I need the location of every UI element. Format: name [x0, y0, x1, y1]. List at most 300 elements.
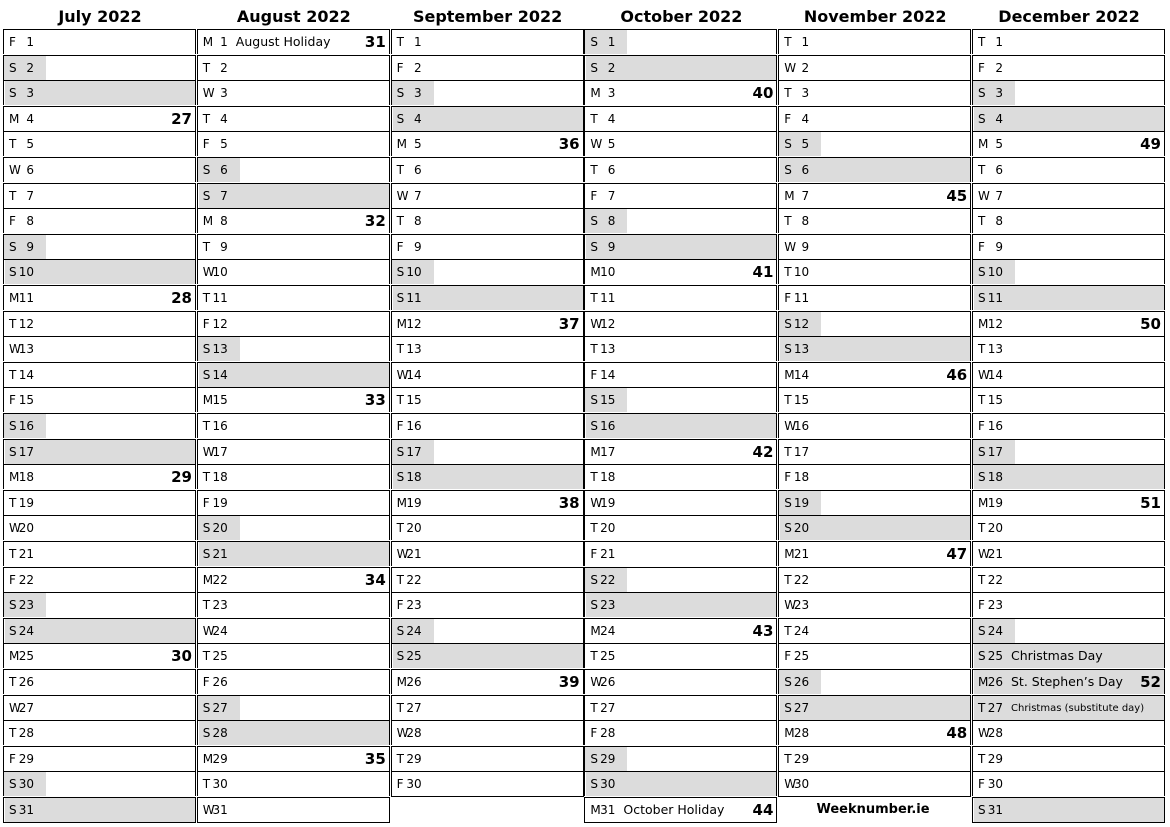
- day-row[interactable]: [3, 695, 196, 720]
- day-row[interactable]: [584, 259, 777, 284]
- day-row[interactable]: [197, 515, 390, 540]
- day-row[interactable]: [778, 695, 971, 720]
- day-number: 3: [995, 86, 1003, 101]
- day-row[interactable]: [3, 55, 196, 80]
- day-row[interactable]: [197, 55, 390, 80]
- day-number: 5: [801, 137, 810, 152]
- day-row[interactable]: [972, 285, 1165, 310]
- day-row[interactable]: [3, 234, 196, 259]
- weekday-label: M: [590, 265, 601, 280]
- day-row[interactable]: [778, 669, 971, 694]
- day-number: 28: [406, 726, 422, 741]
- day-row[interactable]: [3, 80, 196, 105]
- day-row[interactable]: [391, 618, 584, 643]
- day-row[interactable]: [778, 259, 971, 284]
- day-row[interactable]: [778, 515, 971, 540]
- day-row[interactable]: [972, 208, 1165, 233]
- day-row[interactable]: [584, 669, 777, 694]
- day-row[interactable]: [778, 541, 971, 566]
- day-number: 9: [995, 239, 1003, 254]
- day-row[interactable]: [391, 131, 584, 156]
- weekday-label: S: [396, 111, 405, 126]
- day-row[interactable]: [391, 80, 584, 105]
- day-row[interactable]: [197, 157, 390, 182]
- day-row[interactable]: [3, 285, 196, 310]
- day-row[interactable]: [584, 80, 777, 105]
- day-number: 8: [413, 214, 422, 229]
- day-number: 3: [220, 86, 228, 101]
- day-row[interactable]: [778, 464, 971, 489]
- day-row[interactable]: [972, 183, 1165, 208]
- day-row[interactable]: [197, 797, 390, 823]
- day-row[interactable]: [972, 541, 1165, 566]
- day-row[interactable]: [584, 234, 777, 259]
- week-number: 48: [946, 724, 968, 743]
- weekday-label: F: [590, 188, 598, 203]
- month-column: [391, 0, 585, 827]
- day-number: 24: [600, 623, 616, 638]
- day-row[interactable]: [391, 157, 584, 182]
- weekday-label: M: [590, 623, 601, 638]
- day-row[interactable]: [3, 259, 196, 284]
- month-title: October 2022: [620, 7, 743, 26]
- day-number: 13: [406, 342, 422, 357]
- day-row[interactable]: [391, 746, 584, 771]
- day-row[interactable]: [584, 336, 777, 361]
- day-row[interactable]: [3, 311, 196, 336]
- day-row[interactable]: [391, 106, 584, 131]
- day-row[interactable]: [584, 311, 777, 336]
- day-row[interactable]: [778, 311, 971, 336]
- weekday-label: W: [978, 547, 990, 561]
- day-row[interactable]: [197, 439, 390, 464]
- day-number: 11: [406, 291, 422, 305]
- day-number: 10: [600, 265, 616, 280]
- day-row[interactable]: [778, 746, 971, 771]
- weekday-label: F: [978, 60, 985, 75]
- day-number: 19: [212, 495, 228, 510]
- day-row[interactable]: [3, 208, 196, 233]
- day-row[interactable]: [584, 541, 777, 566]
- day-row[interactable]: [584, 131, 777, 156]
- day-row[interactable]: [584, 413, 777, 438]
- day-row[interactable]: [972, 259, 1165, 284]
- day-row[interactable]: [778, 439, 971, 464]
- day-row[interactable]: [584, 29, 777, 54]
- weekday-label: W: [9, 342, 21, 357]
- day-row[interactable]: [972, 464, 1165, 489]
- day-row[interactable]: [391, 362, 584, 387]
- day-row[interactable]: [197, 234, 390, 259]
- weekday-label: M: [9, 470, 20, 485]
- day-row[interactable]: [584, 771, 777, 796]
- day-row[interactable]: [3, 746, 196, 771]
- day-row[interactable]: [197, 131, 390, 156]
- day-row[interactable]: [391, 285, 584, 310]
- day-row[interactable]: [778, 29, 971, 54]
- day-number: 24: [987, 623, 1003, 638]
- day-row[interactable]: [391, 643, 584, 668]
- day-row[interactable]: [3, 336, 196, 361]
- day-number: 28: [600, 726, 616, 741]
- day-row[interactable]: [972, 567, 1165, 592]
- day-row[interactable]: [197, 643, 390, 668]
- day-row[interactable]: [778, 183, 971, 208]
- day-row[interactable]: [584, 515, 777, 540]
- day-number: 4: [220, 111, 228, 126]
- weekday-label: F: [9, 751, 16, 766]
- day-row[interactable]: [972, 515, 1165, 540]
- day-number: 28: [18, 726, 34, 741]
- day-row[interactable]: [391, 259, 584, 284]
- weekday-label: T: [590, 700, 598, 715]
- day-row[interactable]: [3, 618, 196, 643]
- day-number: 15: [987, 393, 1003, 408]
- weekday-label: M: [978, 137, 989, 152]
- weekday-label: M: [978, 316, 989, 331]
- day-row[interactable]: [3, 106, 196, 131]
- day-row[interactable]: [778, 157, 971, 182]
- day-row[interactable]: [197, 771, 390, 796]
- day-row[interactable]: [584, 55, 777, 80]
- weekday-label: S: [590, 239, 599, 254]
- day-row[interactable]: [972, 29, 1165, 54]
- day-row[interactable]: [972, 311, 1165, 336]
- day-row[interactable]: [972, 669, 1165, 694]
- day-number: 31: [18, 803, 34, 817]
- day-row[interactable]: [972, 55, 1165, 80]
- day-row[interactable]: [584, 797, 777, 823]
- day-number: 19: [18, 495, 34, 510]
- day-row[interactable]: [197, 413, 390, 438]
- day-row[interactable]: [197, 541, 390, 566]
- weekday-label: T: [9, 316, 17, 331]
- holiday-label: Christmas (substitute day): [1011, 702, 1145, 714]
- weekday-label: F: [396, 777, 404, 792]
- week-number: 41: [752, 263, 774, 282]
- day-row[interactable]: [197, 464, 390, 489]
- day-number: 29: [987, 751, 1003, 766]
- day-row[interactable]: [972, 771, 1165, 796]
- day-row[interactable]: [584, 208, 777, 233]
- day-number: 17: [18, 444, 34, 459]
- day-row[interactable]: [197, 567, 390, 592]
- day-row[interactable]: [197, 336, 390, 361]
- day-row[interactable]: [778, 285, 971, 310]
- day-row[interactable]: [197, 29, 390, 54]
- day-row[interactable]: [778, 490, 971, 515]
- day-row[interactable]: [197, 669, 390, 694]
- day-number: 27: [987, 700, 1003, 715]
- day-row[interactable]: [197, 106, 390, 131]
- day-number: 19: [600, 495, 616, 510]
- day-row[interactable]: [391, 695, 584, 720]
- weekday-label: S: [9, 623, 17, 638]
- day-number: 1: [607, 35, 616, 49]
- day-row[interactable]: [3, 592, 196, 617]
- day-row[interactable]: [391, 541, 584, 566]
- day-row[interactable]: [391, 311, 584, 336]
- day-row[interactable]: [584, 183, 777, 208]
- day-number: 8: [607, 214, 616, 229]
- day-row[interactable]: [197, 311, 390, 336]
- day-row[interactable]: [972, 695, 1165, 720]
- day-number: 24: [18, 623, 34, 638]
- weekday-label: T: [202, 470, 211, 485]
- site-footer[interactable]: Weeknumber.ie: [816, 802, 930, 817]
- day-row[interactable]: [584, 720, 777, 745]
- day-row[interactable]: [3, 797, 196, 823]
- day-row[interactable]: [391, 387, 584, 412]
- day-number: 16: [793, 419, 810, 433]
- day-row[interactable]: [972, 643, 1165, 668]
- day-row[interactable]: [778, 208, 971, 233]
- day-row[interactable]: [391, 669, 584, 694]
- day-row[interactable]: [197, 285, 390, 310]
- weekday-label: M: [202, 751, 214, 766]
- day-number: 22: [18, 572, 34, 587]
- day-row[interactable]: [972, 618, 1165, 643]
- day-row[interactable]: [197, 720, 390, 745]
- day-number: 30: [987, 777, 1003, 792]
- week-number: 28: [171, 289, 192, 307]
- weekday-label: S: [396, 470, 405, 485]
- day-row[interactable]: [972, 490, 1165, 515]
- weekday-label: F: [9, 214, 16, 229]
- day-row[interactable]: [391, 55, 584, 80]
- day-row[interactable]: [584, 285, 777, 310]
- day-number: 7: [607, 188, 616, 203]
- day-row[interactable]: [3, 541, 196, 566]
- weekday-label: S: [9, 444, 17, 459]
- weekday-label: F: [396, 598, 404, 613]
- day-row[interactable]: [972, 234, 1165, 259]
- day-number: 30: [18, 777, 34, 792]
- weekday-label: T: [978, 393, 986, 408]
- day-row[interactable]: [778, 336, 971, 361]
- weekday-label: T: [978, 700, 986, 715]
- day-row[interactable]: [972, 80, 1165, 105]
- day-number: 22: [212, 572, 228, 587]
- day-row[interactable]: [197, 387, 390, 412]
- day-number: 13: [600, 342, 616, 357]
- weekday-label: T: [590, 649, 598, 664]
- weekday-label: S: [590, 598, 599, 613]
- day-row[interactable]: [778, 387, 971, 412]
- day-row[interactable]: [778, 234, 971, 259]
- day-row[interactable]: [972, 413, 1165, 438]
- weekday-label: W: [202, 265, 215, 280]
- day-number: 9: [413, 239, 422, 254]
- weekday-label: M: [9, 649, 20, 664]
- day-number: 22: [987, 572, 1003, 587]
- day-row[interactable]: [3, 183, 196, 208]
- weekday-label: T: [9, 547, 17, 561]
- weekday-label: S: [978, 649, 986, 664]
- weekday-label: T: [784, 35, 792, 49]
- weekday-label: T: [590, 470, 598, 485]
- weekday-label: S: [9, 86, 17, 101]
- day-number: 8: [801, 214, 810, 229]
- weekday-label: F: [590, 726, 598, 741]
- day-number: 7: [413, 188, 422, 203]
- day-row[interactable]: [3, 439, 196, 464]
- week-number: 43: [752, 621, 774, 640]
- weekday-label: S: [9, 419, 17, 433]
- day-number: 17: [212, 444, 228, 459]
- day-number: 28: [212, 726, 228, 741]
- day-row[interactable]: [391, 464, 584, 489]
- weekday-label: T: [784, 444, 792, 459]
- day-row[interactable]: [3, 464, 196, 489]
- weekday-label: T: [978, 572, 986, 587]
- day-row[interactable]: [584, 746, 777, 771]
- day-row[interactable]: [3, 131, 196, 156]
- week-number: 37: [558, 314, 580, 333]
- day-row[interactable]: [584, 464, 777, 489]
- day-number: 29: [600, 751, 616, 766]
- weekday-label: T: [202, 419, 211, 433]
- day-row[interactable]: [391, 720, 584, 745]
- day-row[interactable]: [584, 643, 777, 668]
- day-row[interactable]: [584, 106, 777, 131]
- day-row[interactable]: [584, 592, 777, 617]
- day-row[interactable]: [197, 362, 390, 387]
- weekday-label: F: [9, 393, 16, 408]
- day-row[interactable]: [197, 618, 390, 643]
- day-row[interactable]: [972, 362, 1165, 387]
- day-number: 16: [987, 419, 1003, 433]
- weekday-label: F: [784, 111, 792, 126]
- day-row[interactable]: [391, 592, 584, 617]
- weekday-label: S: [396, 265, 405, 280]
- day-row[interactable]: [778, 413, 971, 438]
- day-row[interactable]: [972, 797, 1165, 823]
- day-row[interactable]: [3, 643, 196, 668]
- day-row[interactable]: [3, 413, 196, 438]
- day-number: 11: [18, 291, 34, 305]
- day-row[interactable]: [972, 336, 1165, 361]
- week-number: 45: [946, 186, 968, 205]
- weekday-label: M: [978, 495, 989, 510]
- day-number: 15: [18, 393, 34, 408]
- day-row[interactable]: [584, 695, 777, 720]
- day-row[interactable]: [972, 157, 1165, 182]
- day-row[interactable]: [391, 183, 584, 208]
- day-row[interactable]: [584, 618, 777, 643]
- day-row[interactable]: [197, 259, 390, 284]
- day-row[interactable]: [3, 515, 196, 540]
- weekday-label: T: [590, 521, 598, 536]
- day-row[interactable]: [3, 771, 196, 796]
- day-row[interactable]: [197, 746, 390, 771]
- month-title: November 2022: [803, 7, 947, 26]
- day-row[interactable]: [197, 183, 390, 208]
- day-row[interactable]: [197, 80, 390, 105]
- day-row[interactable]: [3, 29, 196, 54]
- day-row[interactable]: [778, 55, 971, 80]
- weekday-label: S: [784, 163, 792, 177]
- day-row[interactable]: [778, 618, 971, 643]
- day-row[interactable]: [197, 490, 390, 515]
- day-row[interactable]: [778, 362, 971, 387]
- day-row[interactable]: [391, 208, 584, 233]
- day-row[interactable]: [972, 439, 1165, 464]
- day-row[interactable]: [778, 131, 971, 156]
- day-row[interactable]: [197, 208, 390, 233]
- week-number: 33: [364, 391, 386, 410]
- day-row[interactable]: [584, 387, 777, 412]
- day-row[interactable]: [972, 720, 1165, 745]
- day-row[interactable]: [972, 106, 1165, 131]
- day-number: 6: [26, 163, 34, 177]
- day-number: 27: [212, 700, 228, 715]
- day-row[interactable]: [391, 515, 584, 540]
- weekday-label: S: [202, 547, 211, 561]
- day-row[interactable]: [391, 413, 584, 438]
- day-row[interactable]: [391, 567, 584, 592]
- day-row[interactable]: [584, 362, 777, 387]
- day-row[interactable]: [3, 362, 196, 387]
- day-number: 23: [600, 598, 616, 613]
- day-row[interactable]: [778, 720, 971, 745]
- day-row[interactable]: [391, 771, 584, 797]
- day-row[interactable]: [197, 592, 390, 617]
- day-row[interactable]: [972, 746, 1165, 771]
- day-row[interactable]: [584, 490, 777, 515]
- day-row[interactable]: [972, 131, 1165, 156]
- day-row[interactable]: [972, 592, 1165, 617]
- weekday-label: S: [396, 649, 405, 664]
- day-row[interactable]: [3, 720, 196, 745]
- day-row[interactable]: [778, 771, 971, 797]
- day-number: 17: [987, 444, 1003, 459]
- day-number: 7: [220, 188, 228, 203]
- day-row[interactable]: [778, 106, 971, 131]
- day-row[interactable]: [778, 80, 971, 105]
- day-row[interactable]: [3, 387, 196, 412]
- day-number: 25: [600, 649, 616, 664]
- day-number: 1: [26, 35, 34, 49]
- day-number: 20: [600, 521, 616, 536]
- day-row[interactable]: [778, 643, 971, 668]
- day-row[interactable]: [972, 387, 1165, 412]
- day-row[interactable]: [778, 592, 971, 617]
- day-number: 30: [600, 777, 616, 792]
- day-number: 3: [413, 86, 422, 101]
- day-row[interactable]: [391, 439, 584, 464]
- day-row[interactable]: [197, 695, 390, 720]
- day-row[interactable]: [584, 567, 777, 592]
- day-row[interactable]: [778, 567, 971, 592]
- day-row[interactable]: [3, 567, 196, 592]
- day-row[interactable]: [3, 490, 196, 515]
- weekday-label: T: [590, 342, 598, 357]
- day-row[interactable]: [3, 669, 196, 694]
- day-number: 2: [220, 60, 228, 75]
- weekday-label: M: [396, 495, 407, 510]
- weekday-label: M: [784, 367, 795, 382]
- day-row[interactable]: [391, 490, 584, 515]
- day-row[interactable]: [584, 439, 777, 464]
- day-row[interactable]: [391, 29, 584, 54]
- day-row[interactable]: [391, 234, 584, 259]
- day-row[interactable]: [391, 336, 584, 361]
- weekday-label: S: [978, 291, 986, 305]
- day-number: 23: [212, 598, 228, 613]
- day-row[interactable]: [3, 157, 196, 182]
- day-row[interactable]: [584, 157, 777, 182]
